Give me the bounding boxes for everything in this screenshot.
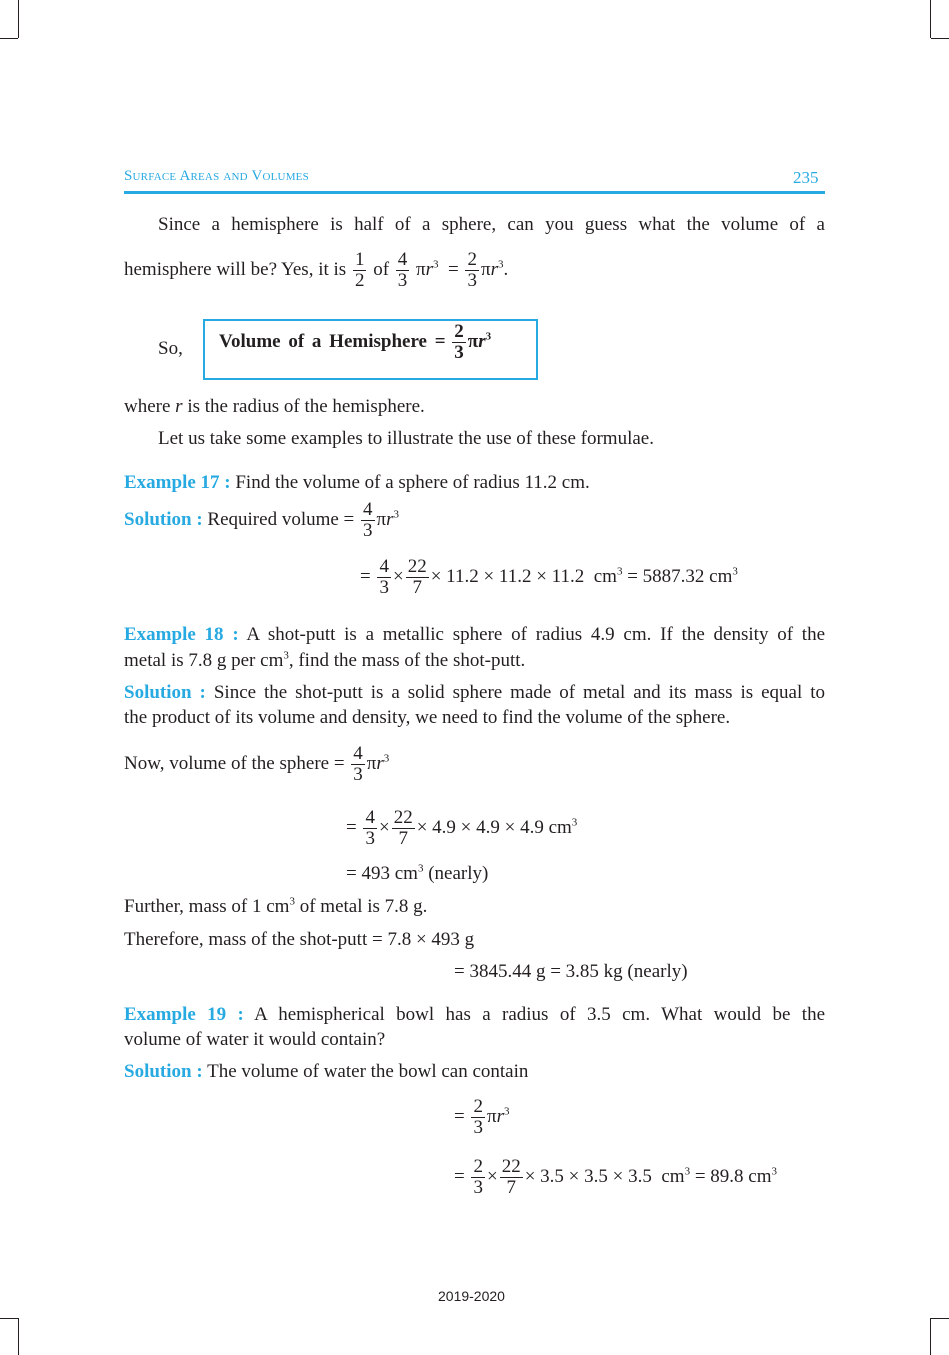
fraction-twentytwo-sevenths: $\frac{22}{7}$ [407, 556, 427, 598]
approx-volume: = 493 $cm^3$ (nearly) [346, 862, 489, 884]
crop-mark [18, 1318, 19, 1355]
intro-line-1: Since a hemisphere is half of a sphere, can you guess what the volume of a [158, 214, 825, 235]
now-volume-line: Now, volume of the sphere = $\frac{4}{3}$ $\pi r^3$ [124, 743, 390, 785]
solution-19: Solution : The volume of water the bowl can contain [124, 1061, 529, 1082]
intro-text: hemisphere will be? Yes, it is [124, 258, 347, 280]
solution-18-step: = $\frac{4}{3}$ × $\frac{22}{7}$ × 4.9 × 4.9 × 4.9 $cm^3$ [346, 807, 578, 849]
intro-line-2 [124, 250, 508, 291]
fraction-four-thirds: $\frac{4}{3}$ [379, 556, 389, 598]
therefore-line: Therefore, mass of the shot-putt = 7.8 × 493 g [124, 929, 475, 950]
fraction-four-thirds: $\frac{4}{3}$ [363, 499, 373, 541]
example-text: Find the volume of a sphere of radius 11.2 cm. [235, 472, 590, 493]
exponent: 3 [497, 258, 504, 271]
pi-symbol: π [480, 258, 491, 280]
running-header: Surface Areas and Volumes [124, 168, 309, 184]
fraction-two-thirds: $\frac{2}{3}$ [473, 1096, 483, 1138]
solution-19-step: = $\frac{2}{3}$ × $\frac{22}{7}$ × 3.5 × 3.5 × 3.5 $cm^3 = 89.8$ $cm^3$ [454, 1156, 777, 1198]
example-18-line-2: metal is 7.8 g per $cm^3$, find the mass of the shot-putt. [124, 649, 526, 671]
pi-symbol: π [416, 258, 426, 280]
r-variable: r [478, 330, 486, 352]
r-variable: r [425, 258, 434, 280]
equals-sign: = [448, 258, 459, 280]
fraction-four-thirds: $\frac{4}{3}$ [397, 249, 408, 291]
solution-19-formula: = $\frac{2}{3}$ $\pi r^3$ [454, 1096, 510, 1138]
solution-text: Required volume = [207, 508, 355, 530]
mass-result: = 3845.44 g = 3.85 kg (nearly) [454, 961, 688, 982]
solution-label: Solution : [124, 682, 206, 703]
example-label: Example 18 : [124, 624, 239, 645]
solution-17: Solution : Required volume = $\frac{4}{3}$ $\pi r^3$ [124, 499, 400, 541]
example-18-line-1: Example 18 : A shot-putt is a metallic sphere of radius 4.9 cm. If the density of the [124, 624, 826, 645]
crop-mark [18, 0, 19, 38]
r-variable: r [490, 258, 498, 280]
pi-symbol: π [467, 330, 479, 352]
crop-mark [930, 1318, 931, 1355]
period: . [503, 258, 509, 280]
further-line: Further, mass of 1 $cm^3$ of metal is 7.8 g. [124, 895, 428, 917]
crop-mark [931, 1318, 949, 1319]
fraction-one-half: $\frac{1}{2}$ [354, 249, 365, 291]
example-17 [124, 471, 590, 495]
example-19-line-1: Example 19 : A hemispherical bowl has a radius of 3.5 cm. What would be the [124, 1004, 826, 1025]
formula-content [219, 322, 491, 363]
solution-label: Solution : [124, 1061, 203, 1082]
crop-mark [930, 0, 931, 38]
examples-intro: Let us take some examples to illustrate the use of these formulae. [158, 428, 654, 449]
fraction-four-thirds: $\frac{4}{3}$ [365, 807, 375, 849]
fraction-twentytwo-sevenths: $\frac{22}{7}$ [501, 1156, 521, 1198]
where-line: where r is the radius of the hemisphere. [124, 396, 425, 417]
fraction-twentytwo-sevenths: $\frac{22}{7}$ [393, 807, 413, 849]
exponent: 3 [433, 258, 439, 271]
fraction-four-thirds: $\frac{4}{3}$ [353, 743, 363, 785]
solution-label: Solution : [124, 508, 203, 530]
example-19-line-2: volume of water it would contain? [124, 1029, 386, 1050]
solution-18-line-1: Solution : Since the shot-putt is a solid sphere made of metal and its mass is equal to [124, 682, 825, 703]
formula-text: Volume of a Hemisphere = [219, 330, 446, 352]
so-label: So, [158, 338, 183, 359]
example-label: Example 19 : [124, 1004, 244, 1025]
footer-year: 2019-2020 [438, 1288, 505, 1304]
fraction-two-thirds: $\frac{2}{3}$ [467, 249, 477, 291]
solution-18-line-2: the product of its volume and density, we need to find the volume of the sphere. [124, 707, 731, 728]
of-word: of [373, 258, 390, 280]
crop-mark [931, 38, 949, 39]
fraction-two-thirds: $\frac{2}{3}$ [473, 1156, 483, 1198]
header-rule [124, 191, 825, 194]
exponent: 3 [485, 330, 492, 343]
crop-mark [0, 38, 18, 39]
fraction-two-thirds-bold: $\frac{2}{3}$ [454, 321, 464, 363]
crop-mark [0, 1318, 18, 1319]
page-number: 235 [793, 168, 819, 187]
example-label: Example 17 : [124, 472, 231, 493]
solution-17-step: = $\frac{4}{3}$ × $\frac{22}{7}$ × 11.2 × 11.2 × 11.2 $cm^3 = 5887.32$ $cm^3$ [360, 556, 738, 598]
